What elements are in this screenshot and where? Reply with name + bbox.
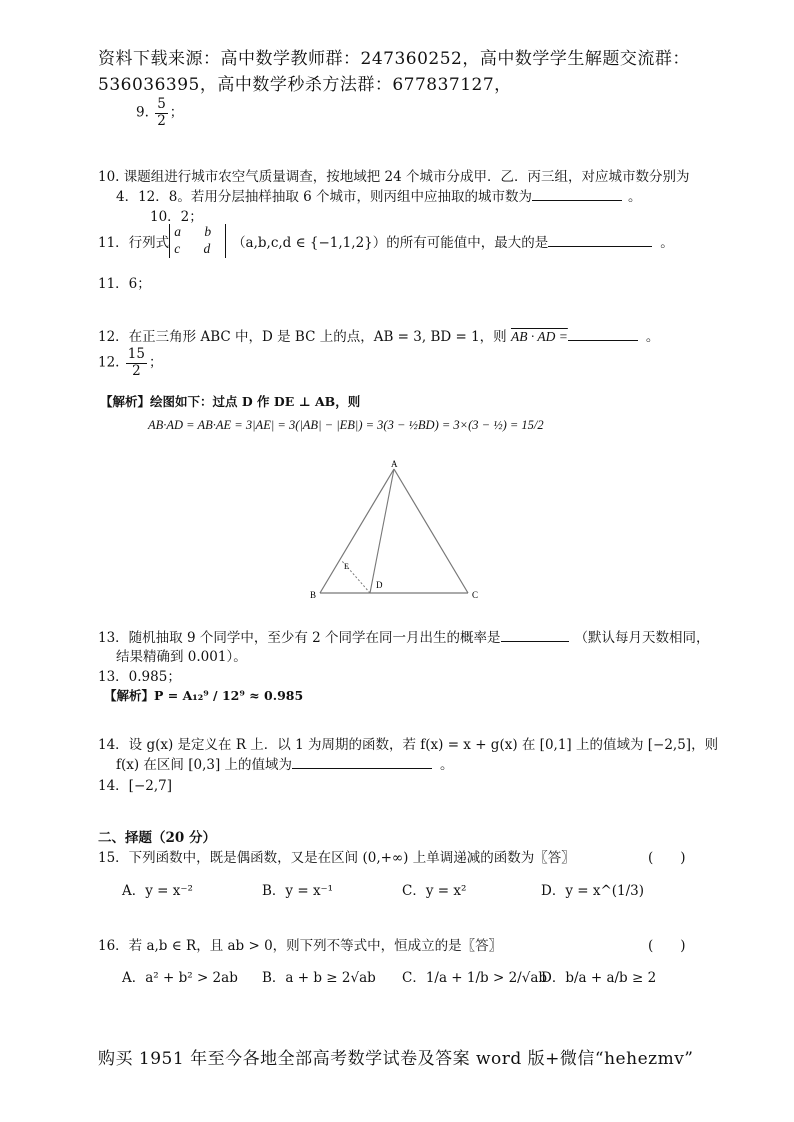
- footer-text: 购买 1951 年至今各地全部高考数学试卷及答案 word 版+微信“hehezmv”: [98, 1049, 694, 1069]
- q11-determinant: [169, 224, 226, 258]
- q12-vector-expr: AB · AD =: [510, 329, 568, 344]
- q10-answer: 10．2；: [150, 209, 203, 225]
- q15-stem: 15．下列函数中，既是偶函数，又是在区间 (0,+∞) 上单调递减的函数为〖答〗: [98, 850, 575, 866]
- q12-ans-tail: ；: [148, 354, 163, 371]
- q15-option-a[interactable]: A．y = x⁻²: [122, 883, 193, 899]
- q13-line1: [98, 626, 710, 646]
- q13-answer: 13．0.985；: [98, 669, 181, 685]
- q9-ans-num: 5: [157, 96, 166, 112]
- q14-line2-text: f(x) 在区间 [0,3] 上的值域为: [116, 757, 293, 773]
- edge-ab: [320, 469, 394, 593]
- q15-answer-paren[interactable]: ( ): [648, 850, 686, 866]
- q10-answer-blank[interactable]: [532, 188, 622, 201]
- q10-line1: 10. 课题组进行城市农空气质量调查，按地域把 24 个城市分成甲．乙．丙三组，对应城市数分别为: [98, 169, 690, 185]
- q9-answer: [136, 98, 183, 128]
- q15-option-b[interactable]: B．y = x⁻¹: [262, 883, 334, 899]
- label-a: A: [391, 459, 398, 469]
- q13-line1b: （默认每月天数相同，: [574, 630, 710, 646]
- q13-answer-blank[interactable]: [501, 629, 569, 642]
- q15-option-c[interactable]: C．y = x²: [402, 883, 467, 899]
- q12-end: 。: [645, 329, 660, 345]
- q11-answer: 11．6；: [98, 276, 151, 292]
- q9-label: 9.: [136, 104, 149, 121]
- q16-option-b[interactable]: B．a + b ≥ 2√ab: [262, 970, 376, 986]
- q13-line2: 结果精确到 0.001）。: [116, 649, 247, 665]
- q13-line1-text: 13．随机抽取 9 个同学中，至少有 2 个同学在同一月出生的概率是: [98, 630, 501, 646]
- q12-answer-blank[interactable]: [568, 328, 638, 341]
- q10-line2-text: 4．12．8。若用分层抽样抽取 6 个城市，则丙组中应抽取的城市数为: [116, 189, 533, 205]
- header-line-2: 536036395，高中数学秒杀方法群：677837127，: [98, 75, 512, 95]
- q10-line2: [116, 185, 642, 205]
- q12-triangle-figure: [300, 455, 500, 605]
- q9-ans-den: 2: [157, 112, 166, 129]
- q11-pre: 11．行列式: [98, 234, 170, 251]
- q11-answer-blank[interactable]: [548, 234, 652, 247]
- q10-end: 。: [628, 189, 642, 205]
- q16-answer-paren[interactable]: ( ): [648, 938, 686, 954]
- label-b: B: [310, 590, 317, 600]
- q14-answer: 14．[−2,7]: [98, 778, 172, 794]
- q16-option-d[interactable]: D．b/a + a/b ≥ 2: [541, 970, 657, 986]
- q11-det-row1: a b: [174, 224, 222, 239]
- edge-ac: [394, 469, 468, 593]
- q12-stem: [98, 325, 659, 345]
- q12-ans-num: 15: [127, 346, 145, 362]
- q12-answer-label: 12.: [98, 354, 120, 371]
- q14-line1: 14．设 g(x) 是定义在 R 上．以 1 为周期的函数，若 f(x) = x + g(x) 在 [0,1] 上的值域为 [−2,5]，则: [98, 737, 719, 753]
- segment-ad: [370, 469, 394, 593]
- q13-solution: 【解析】P = A₁₂⁹ / 12⁹ ≈ 0.985: [104, 688, 304, 703]
- q12-ans-den: 2: [132, 362, 141, 379]
- q9-tail: ；: [169, 104, 184, 121]
- label-e: E: [344, 562, 349, 571]
- section2-title: 二、择题（20 分）: [98, 830, 216, 846]
- q11-det-row2: c d: [174, 240, 221, 256]
- q12-solution-title: 【解析】绘图如下：过点 D 作 DE ⊥ AB，则: [100, 394, 361, 409]
- q15-option-d[interactable]: D．y = x^(1/3): [541, 883, 645, 899]
- q14-end: 。: [440, 757, 454, 773]
- label-d: D: [376, 580, 383, 590]
- q12-answer: [98, 348, 162, 378]
- label-c: C: [472, 590, 479, 600]
- q14-answer-blank[interactable]: [292, 756, 432, 769]
- q16-option-a[interactable]: A．a² + b² > 2ab: [122, 970, 238, 986]
- q12-text: 12．在正三角形 ABC 中，D 是 BC 上的点，AB = 3, BD = 1，则: [98, 329, 507, 345]
- q16-option-c[interactable]: C．1/a + 1/b > 2/√ab: [402, 970, 548, 986]
- q16-stem: 16．若 a,b ∈ R，且 ab > 0，则下列不等式中，恒成立的是〖答〗: [98, 938, 503, 954]
- q14-line2: [116, 753, 454, 773]
- q11-mid: （a,b,c,d ∈ {−1,1,2}）的所有可能值中，最大的是: [232, 234, 549, 251]
- header-line-1: 资料下载来源：高中数学教师群：247360252，高中数学学生解题交流群：: [98, 49, 690, 69]
- q12-solution-formula: AB·AD = AB·AE = 3|AE| = 3(|AB| − |EB|) = 3(3 − ½BD) = 3×(3 − ½) = 15/2: [148, 418, 544, 432]
- q11-stem: [98, 224, 674, 258]
- q11-end: 。: [660, 234, 674, 251]
